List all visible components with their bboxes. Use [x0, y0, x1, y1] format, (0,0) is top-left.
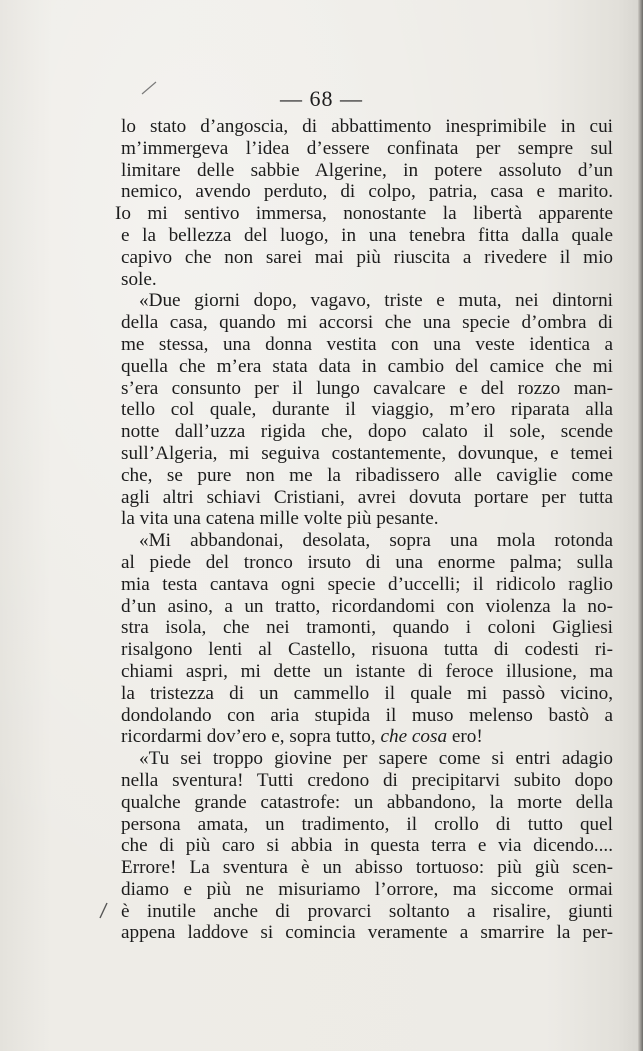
page-text — [115, 116, 613, 944]
text-line: tello col quale, durante il viaggio, m’ero riparata alla — [121, 399, 613, 421]
text-line: Errore! La sventura è un abisso tortuoso: più giù scen- — [121, 857, 613, 879]
paragraph-4 — [121, 748, 613, 944]
text-line: «Due giorni dopo, vagavo, triste e muta, nei dintorni — [139, 290, 613, 312]
text-line: d’un asino, a un tratto, ricordandomi con violenza la no- — [121, 595, 613, 617]
text-line: quella che m’era stata data in cambio del camice che mi — [121, 355, 613, 377]
pencil-tick-icon — [97, 900, 111, 920]
text-line: sole. — [121, 268, 157, 290]
text-line: risalgono lenti al Castello, risuona tutta di codesti ri- — [121, 639, 613, 661]
text-line: lo stato d’angoscia, di abbattimento inesprimibile in cui — [121, 116, 613, 137]
text-line: la tristezza di un cammello il quale mi passò vicino, — [121, 682, 613, 704]
text-line: dondolando con aria stupida il muso melenso bastò a — [121, 704, 613, 726]
page-spine-edge — [638, 0, 643, 1051]
text-line: «Tu sei troppo giovine per sapere come si entri adagio — [139, 748, 613, 770]
text-line: la vita una catena mille volte più pesante. — [121, 508, 439, 530]
paragraph-2 — [121, 290, 613, 530]
text-line: me stessa, una donna vestita con una veste identica a — [121, 333, 613, 355]
text-line: «Mi abbandonai, desolata, sopra una mola rotonda — [139, 530, 613, 552]
text-segment: ero! — [447, 726, 483, 748]
pencil-mark-icon — [140, 78, 160, 98]
text-line: appena laddove si comincia veramente a smarrire la per- — [121, 922, 613, 944]
text-line: chiami aspri, mi dette un istante di feroce illusione, ma — [121, 660, 613, 682]
text-line: mia testa cantava ogni specie d’uccelli; il ridicolo raglio — [121, 573, 613, 595]
text-line: notte dall’uzza rigida che, dopo calato il sole, scende — [121, 421, 613, 443]
text-line-with-italic — [121, 726, 613, 748]
text-line: della casa, quando mi accorsi che una specie d’ombra di — [121, 312, 613, 334]
text-line: diamo e più ne misuriamo l’orrore, ma siccome ormai — [121, 878, 613, 900]
text-line: agli altri schiavi Cristiani, avrei dovuta portare per tutta — [121, 486, 613, 508]
text-line: nella sventura! Tutti credono di precipitarvi subito dopo — [121, 769, 613, 791]
text-line: e la bellezza del luogo, in una tenebra fitta dalla quale — [121, 224, 613, 246]
text-line: al piede del tronco irsuto di una enorme palma; sulla — [121, 551, 613, 573]
text-line: qualche grande catastrofe: un abbandono, la morte della — [121, 791, 613, 813]
text-line: che di più caro si abbia in questa terra e via dicendo.... — [121, 835, 613, 857]
text-line: limitare delle sabbie Algerine, in potere assoluto d’un — [121, 159, 613, 181]
text-line: che, se pure non me la ribadissero alle caviglie come — [121, 464, 613, 486]
text-line: Io mi sentivo immersa, nonostante la libertà apparente — [115, 203, 613, 225]
paragraph-3 — [121, 530, 613, 748]
text-line: capivo che non sarei mai più riuscita a rivedere il mio — [121, 246, 613, 268]
text-line: nemico, avendo perduto, di colpo, patria, casa e marito. — [121, 181, 613, 203]
text-line: persona amata, un tradimento, il crollo di tutto quel — [121, 813, 613, 835]
text-line: s’era consunto per il lungo cavalcare e del rozzo man- — [121, 377, 613, 399]
text-segment: ricordarmi dov’ero e, sopra tutto, — [121, 726, 376, 748]
text-line: m’immergeva l’idea d’essere confinata per sempre sul — [121, 137, 613, 159]
text-line: sull’Algeria, mi seguiva costantemente, dovunque, e temei — [121, 442, 613, 464]
page-number: — 68 — — [280, 86, 363, 111]
paragraph-1 — [115, 116, 613, 290]
text-line: stra isola, che nei tramonti, quando i coloni Gigliesi — [121, 617, 613, 639]
text-line: è inutile anche di provarci soltanto a risalire, giunti — [121, 900, 613, 922]
italic-phrase: che cosa — [380, 726, 448, 748]
